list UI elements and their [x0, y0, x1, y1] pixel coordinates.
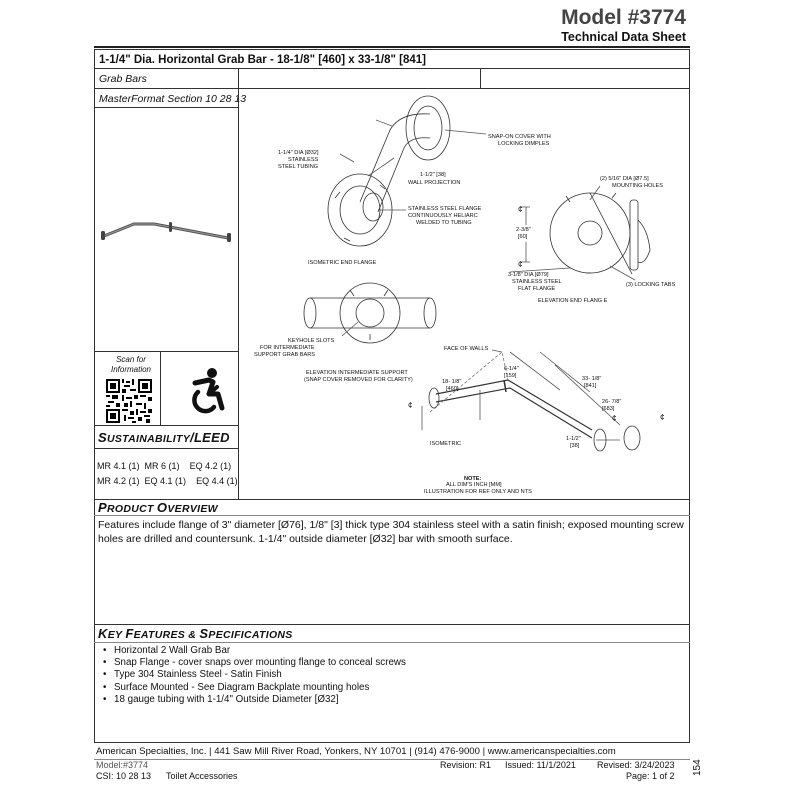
- svg-text:¢: ¢: [518, 260, 523, 269]
- elevation-end-flange: [550, 193, 630, 273]
- svg-text:[683]: [683]: [602, 406, 615, 412]
- svg-text:[60]: [60]: [518, 234, 528, 240]
- leed-row-1: MR 4.1 (1) MR 6 (1) EQ 4.2 (1): [97, 461, 232, 471]
- label-elevation-intermediate: ELEVATION INTERMEDIATE SUPPORT: [306, 370, 408, 376]
- grab-bar-thumbnail: [96, 200, 236, 260]
- label-keyhole: KEYHOLE SLOTS: [288, 338, 335, 344]
- svg-text:[841]: [841]: [584, 383, 597, 389]
- technical-diagram: [240, 90, 688, 498]
- leed-row-2: MR 4.2 (1) EQ 4.1 (1) EQ 4.4 (1): [97, 476, 238, 486]
- footer-csi: CSI: 10 28 13: [96, 771, 152, 781]
- svg-text:CONTINUOUSLY HELIARC: CONTINUOUSLY HELIARC: [408, 213, 478, 219]
- footer-issued: Issued: 11/1/2021: [505, 760, 576, 770]
- svg-text:1-1/2" [38]: 1-1/2" [38]: [420, 172, 446, 178]
- model-number: Model #3774: [561, 6, 686, 29]
- svg-text:STAINLESS STEEL: STAINLESS STEEL: [512, 279, 562, 285]
- sheet-type: Technical Data Sheet: [561, 30, 686, 44]
- footer-revised: Revised: 3/24/2023: [597, 760, 675, 770]
- label-locking-tabs: (3) LOCKING TABS: [626, 282, 676, 288]
- scan-label: Scan for Information: [110, 355, 152, 374]
- label-flange: STAINLESS STEEL FLANGE: [408, 206, 482, 212]
- footer-company: American Specialties, Inc. | 441 Saw Mill River Road, Yonkers, NY 10701 | (914) 476-9000 | www.americanspecialties.com: [96, 746, 616, 757]
- list-item: • Horizontal 2 Wall Grab Bar: [100, 645, 680, 657]
- svg-text:26- 7/8": 26- 7/8": [602, 399, 622, 405]
- svg-text:2-3/8": 2-3/8": [516, 227, 531, 233]
- label-flat-flange: 3-1/8" DIA [Ø79]: [508, 272, 549, 278]
- list-item: • 18 gauge tubing with 1-1/4" Outside Diameter [Ø32]: [100, 694, 680, 706]
- header-rule: [94, 46, 690, 48]
- label-iso-end-flange: ISOMETRIC END FLANGE: [308, 260, 377, 266]
- features-list: [100, 645, 680, 706]
- footer-model: Model:#3774: [96, 760, 149, 770]
- footer-category: Toilet Accessories: [166, 771, 238, 781]
- side-page-number: 154: [692, 759, 703, 776]
- svg-text:WELDED TO TUBING: WELDED TO TUBING: [416, 220, 472, 226]
- svg-text:LOCKING DIMPLES: LOCKING DIMPLES: [498, 141, 550, 147]
- svg-text:¢: ¢: [408, 401, 413, 410]
- svg-text:STEEL TUBING: STEEL TUBING: [278, 164, 319, 170]
- label-elevation-end: ELEVATION END FLANG E: [538, 298, 608, 304]
- svg-text:[159]: [159]: [504, 373, 517, 379]
- overview-heading: PRODUCT OVERVIEW: [98, 500, 218, 515]
- svg-text:FOR INTERMEDIATE: FOR INTERMEDIATE: [260, 345, 315, 351]
- svg-text:33- 1/8": 33- 1/8": [582, 376, 602, 382]
- masterformat-section: MasterFormat Section 10 28 13: [99, 93, 247, 105]
- svg-text:(SNAP COVER REMOVED FOR CLARIT: (SNAP COVER REMOVED FOR CLARITY): [304, 377, 413, 383]
- svg-text:MOUNTING HOLES: MOUNTING HOLES: [612, 183, 663, 189]
- product-category: Grab Bars: [99, 73, 147, 85]
- qr-code-icon[interactable]: [106, 379, 152, 423]
- sustainability-heading: SUSTAINABILITY/LEED: [98, 430, 230, 445]
- label-mounting-holes: (2) 5/16" DIA [Ø7.5]: [600, 176, 649, 182]
- svg-text:[38]: [38]: [570, 443, 580, 449]
- svg-text:NOTE:: NOTE:: [464, 476, 482, 482]
- label-isometric: ISOMETRIC: [430, 441, 462, 447]
- footer-revision: Revision: R1: [440, 760, 492, 770]
- svg-text:ALL DIM'S INCH [MM]: ALL DIM'S INCH [MM]: [446, 482, 502, 488]
- label-snap-cover: SNAP-ON COVER WITH: [488, 134, 551, 140]
- product-title: 1-1/4" Dia. Horizontal Grab Bar - 18-1/8" [460] x 33-1/8" [841]: [99, 54, 426, 66]
- svg-text:FLAT FLANGE: FLAT FLANGE: [518, 286, 556, 292]
- svg-text:STAINLESS: STAINLESS: [288, 157, 319, 163]
- svg-text:1-1/2": 1-1/2": [566, 436, 581, 442]
- svg-text:6-1/4": 6-1/4": [504, 366, 519, 372]
- footer-page: Page: 1 of 2: [626, 771, 675, 781]
- label-wall-projection: WALL PROJECTION: [408, 180, 461, 186]
- accessibility-icon: [183, 367, 229, 415]
- list-item: • Type 304 Stainless Steel - Satin Finish: [100, 669, 680, 681]
- overview-text: Features include flange of 3" diameter [Ø76], 1/8" [3] thick type 304 stainless steel with a satin finish; exposed mounting screw holes are drilled and countersunk. 1-1/4" outside diameter [Ø32] bar with smooth surface.: [98, 519, 684, 545]
- svg-text:ILLUSTRATION FOR REF ONLY AND: ILLUSTRATION FOR REF ONLY AND NTS: [424, 489, 532, 495]
- svg-text:[460]: [460]: [446, 386, 459, 392]
- svg-text:¢: ¢: [660, 413, 665, 422]
- svg-text:SUPPORT GRAB BARS: SUPPORT GRAB BARS: [254, 352, 316, 358]
- features-heading: KEY FEATURES & SPECIFICATIONS: [98, 626, 293, 641]
- list-item: • Snap Flange - cover snaps over mounting flange to conceal screws: [100, 657, 680, 669]
- label-tube-dia: 1-1/4" DIA [Ø32]: [278, 150, 319, 156]
- svg-text:¢: ¢: [518, 205, 523, 214]
- svg-text:¢: ¢: [612, 414, 617, 423]
- list-item: • Surface Mounted - See Diagram Backplate mounting holes: [100, 682, 680, 694]
- svg-text:18- 1/8": 18- 1/8": [442, 379, 462, 385]
- grab-bar-isometric: [436, 380, 592, 430]
- label-face-of-walls: FACE OF WALLS: [444, 346, 489, 352]
